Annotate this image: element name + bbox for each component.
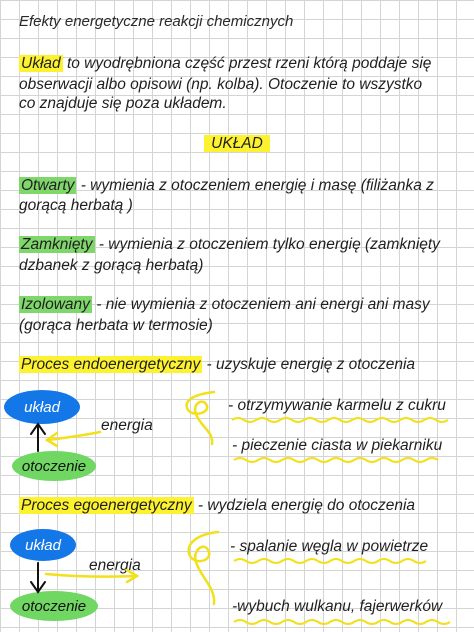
uklad-definition-line3: co znajduje się poza układem. [19,95,227,112]
type-open-desc: - wymienia z otoczeniem energię i masę (filiżanka z [76,177,434,194]
endo-brace-icon [187,392,214,444]
endo-example-1: - otrzymywanie karmelu z cukru [228,397,446,414]
egzo-brace-icon [189,532,218,604]
uklad-definition-line2: obserwacji albo opisowi (np. kolba). Otoczenie to wszystko [19,76,423,93]
egzo-surroundings-ellipse: otoczenie [10,591,98,621]
egzo-term: Proces egoenergetyczny [21,497,192,514]
endo-underline-2 [234,458,438,462]
endo-surroundings-ellipse: otoczenie [12,451,96,481]
egzo-example-2: -wybuch wulkanu, fajerwerków [232,598,443,615]
section-heading [0,135,474,153]
egzo-example-1: - spalanie węgla w powietrze [230,538,429,555]
section-heading-text: UKŁAD [204,135,270,152]
type-isolated-line1 [19,295,430,315]
uklad-term: Układ [21,55,61,72]
endo-energy-arrow-icon [47,432,100,446]
type-open-line1 [19,176,434,196]
endo-underline-1 [232,418,448,422]
type-closed-line2: dzbanek z gorącą herbatą) [19,257,204,274]
page-title: Efekty energetyczne reakcji chemicznych [19,13,294,30]
endo-arrow-label: energia [101,417,153,434]
uklad-definition-text: to wyodrębniona część przest rzeni którą poddaje się [62,55,432,72]
endo-example-2: - pieczenie ciasta w piekarniku [232,437,443,454]
type-open-term: Otwarty [21,177,75,194]
type-closed-line1 [19,235,440,255]
endo-heading [19,355,415,375]
egzo-system-ellipse: układ [10,529,76,561]
endo-term: Proces endoenergetyczny [21,356,201,373]
egzo-arrow-label: energia [89,557,141,574]
egzo-underline-2 [234,620,450,624]
type-closed-desc: - wymienia z otoczeniem tylko energię (zamknięty [94,236,440,253]
endo-system-ellipse: układ [4,390,80,424]
type-closed-term: Zamknięty [21,236,93,253]
egzo-down-arrow-icon [31,563,45,592]
type-isolated-desc: - nie wymienia z otoczeniem ani energi ani masy [91,296,430,313]
endo-up-arrow-icon [31,424,45,451]
uklad-definition-line1 [19,54,431,74]
egzo-underline-1 [234,559,426,563]
endo-desc: - uzyskuje energię z otoczenia [202,356,416,373]
type-isolated-line2: (gorąca herbata w termosie) [19,317,213,334]
type-isolated-term: Izolowany [21,296,90,313]
type-open-line2: gorącą herbatą ) [19,197,133,214]
egzo-desc: - wydziela energię do otoczenia [193,497,416,514]
egzo-heading [19,496,415,516]
